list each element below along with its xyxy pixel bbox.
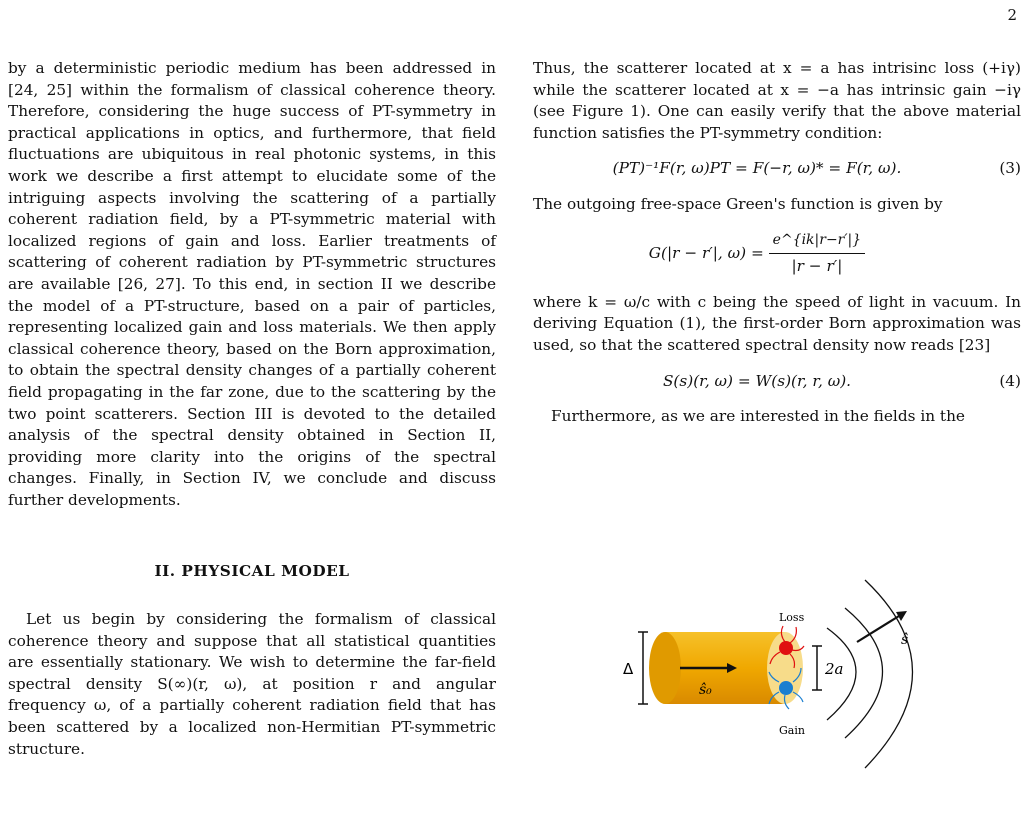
green-denominator: |r − r′| (791, 257, 843, 276)
green-function-equation (533, 230, 1021, 278)
delta-bracket (638, 632, 648, 704)
equation-3-number: (3) (999, 159, 1021, 178)
section-heading: II. PHYSICAL MODEL (154, 562, 350, 581)
delta-label: Δ (623, 660, 634, 678)
equation-3-body: (PT)⁻¹F(r, ω)PT = F(−r, ω)* = F(r, ω). (612, 159, 902, 178)
loss-label: Loss (779, 611, 805, 624)
equation-4-body: S(s)(r, ω) = W(s)(r, r, ω). (662, 371, 852, 390)
born-paragraph: where k = ω/c with c being the speed of light in vacuum. In deriving Equation (1), the first-order Born approximation was used, so that the scattered spectral density now reads [23] (533, 292, 1021, 354)
far-field-paragraph: Furthermore, as we are interested in the fields in the (551, 407, 965, 426)
model-paragraph: Let us begin by considering the formalism of classical coherence theory and suppose that all statistical quantities are essentially stationary. We wish to determine the far-field spectral density S(∞)(r, ω), at position r and angular frequency ω, of a partially coherent radiation field that has been scattered by a localized non-Hermitian PT-symmetric structure. (8, 610, 496, 758)
scatterer-paragraph: Thus, the scatterer located at x = a has intrisinc loss (+iγ) while the scatterer located at x = −a has intrinsic gain −iγ (see Figure 1). One can easily verify that the above material function satisfies the PT-symmetry condition: (533, 59, 1021, 142)
right-column (533, 58, 1021, 428)
intro-paragraph: by a deterministic periodic medium has been addressed in [24, 25] within the formalism of classical coherence theory. Therefore, considering the huge success of PT-symmetry in practical applications in optics, and furthermore, that field fluctuations are ubiquitous in real photonic systems, in this work we describe a first attempt to elucidate some of the intriguing aspects involving the scattering of a partially coherent radiation field, by a PT-symmetric material with localized regions of gain and loss. Earlier treatments of scattering of coherent radiation by PT-symmetric structures are available [26, 27]. To this end, in section II we describe the model of a PT-structure, based on a pair of particles, representing localized gain and loss materials. We then apply classical coherence theory, based on the Born approximation, to obtain the spectral density changes of a partially coherent field propagating in the far zone, due to the scattering by the two point scatterers. Section III is devoted to the detailed analysis of the spectral density obtained in Section II, providing more clarity into the origins of the spectral changes. Finally, in Section IV, we conclude and discuss further developments. (8, 59, 496, 509)
page-number: 2 (1007, 6, 1017, 24)
green-numerator: e^{ik|r−r′|} (769, 230, 866, 255)
equation-3 (533, 158, 1021, 180)
s0-label: ŝ₀ (699, 682, 712, 698)
two-a-bracket (812, 646, 822, 690)
two-a-label: 2a (825, 660, 844, 678)
s-label: ŝ (901, 632, 909, 648)
equation-4-number: (4) (999, 371, 1021, 390)
gain-label: Gain (779, 724, 805, 737)
green-fraction (769, 230, 866, 278)
green-lhs: G(|r − r′|, ω) = (648, 243, 764, 262)
figure-1 (595, 570, 975, 790)
equation-4 (533, 371, 1021, 393)
left-column (8, 58, 496, 760)
green-intro: The outgoing free-space Green's function is given by (533, 194, 943, 213)
